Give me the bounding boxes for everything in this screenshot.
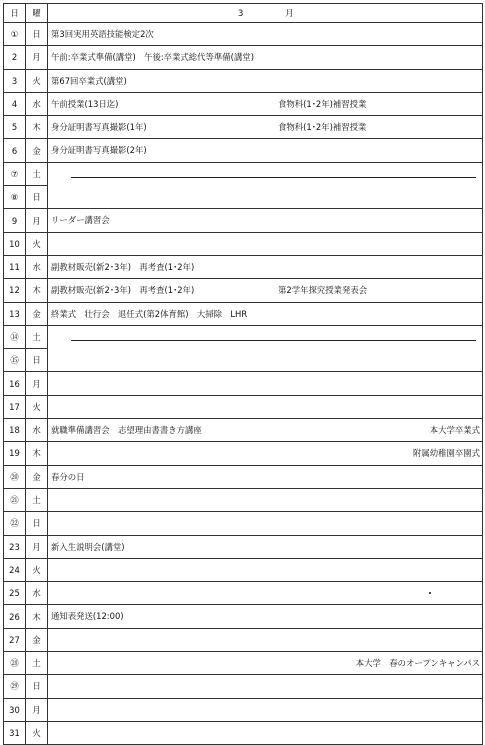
event-cell (48, 675, 483, 698)
event-text: 第3回実用英語技能検定2次 (51, 29, 154, 39)
day-number: 18 (4, 419, 26, 442)
calendar-row (4, 372, 483, 395)
day-number: 6 (4, 139, 26, 162)
day-number: 31 (4, 721, 26, 744)
weekday: 火 (26, 69, 48, 92)
weekday: 月 (26, 209, 48, 232)
calendar-row (4, 69, 483, 92)
calendar-row (4, 558, 483, 581)
event-text: 午前授業(13日迄) (51, 98, 119, 109)
weekday: 火 (26, 558, 48, 581)
day-number: 30 (4, 698, 26, 721)
weekday: 月 (26, 535, 48, 558)
event-text-secondary: 食物科(1･2年)補習授業 (278, 122, 367, 133)
calendar-row (4, 23, 483, 46)
weekday: 金 (26, 628, 48, 651)
calendar-row (4, 232, 483, 255)
event-cell (48, 209, 483, 232)
weekday: 土 (26, 652, 48, 675)
day-column-header: 日 (4, 4, 26, 23)
weekday: 日 (26, 349, 48, 372)
divider-line (71, 177, 476, 178)
calendar-row (4, 46, 483, 69)
event-text-right: 附属幼稚園卒園式 (413, 448, 480, 459)
day-number: ㉒ (4, 512, 26, 535)
event-cell (48, 302, 483, 325)
weekday: 木 (26, 116, 48, 139)
day-number: 13 (4, 302, 26, 325)
day-number: ⑧ (4, 186, 26, 209)
event-text-right: 本大学卒業式 (429, 425, 480, 436)
weekday: 月 (26, 46, 48, 69)
calendar-row (4, 395, 483, 418)
event-text: 新入生説明会(講堂) (51, 541, 125, 552)
calendar-body (4, 4, 483, 745)
weekday: 水 (26, 255, 48, 278)
day-number: ㉙ (4, 675, 26, 698)
calendar-row (4, 116, 483, 139)
calendar-row (4, 419, 483, 442)
day-number: ① (4, 23, 26, 46)
event-text: 終業式 壮行会 退任式(第2体育館) 大掃除 LHR (51, 308, 248, 319)
day-number: 19 (4, 442, 26, 465)
event-cell (48, 162, 483, 209)
event-cell (48, 442, 483, 465)
day-number: 25 (4, 582, 26, 605)
event-cell (48, 23, 483, 46)
calendar-row (4, 255, 483, 278)
event-cell (48, 395, 483, 418)
event-cell (48, 512, 483, 535)
calendar-row (4, 465, 483, 488)
day-number: 24 (4, 558, 26, 581)
event-cell (48, 69, 483, 92)
event-cell (48, 721, 483, 744)
calendar-row (4, 279, 483, 302)
calendar-row (4, 442, 483, 465)
event-cell (48, 465, 483, 488)
calendar-row (4, 302, 483, 325)
event-text: 身分証明書写真撮影(1年) (51, 122, 147, 133)
weekday: 金 (26, 302, 48, 325)
weekday: 木 (26, 605, 48, 628)
day-number: ⑦ (4, 162, 26, 185)
event-cell (48, 488, 483, 511)
day-number: ㉘ (4, 652, 26, 675)
day-number: 17 (4, 395, 26, 418)
calendar-row (4, 582, 483, 605)
weekday: 日 (26, 186, 48, 209)
event-cell (48, 232, 483, 255)
event-text: 春分の日 (51, 471, 85, 482)
day-number: 10 (4, 232, 26, 255)
event-cell (48, 325, 483, 372)
day-number: 9 (4, 209, 26, 232)
weekday: 火 (26, 721, 48, 744)
weekday: 水 (26, 92, 48, 115)
weekday: 木 (26, 279, 48, 302)
calendar-row (4, 652, 483, 675)
event-cell (48, 279, 483, 302)
event-text-secondary: 食物科(1･2年)補習授業 (278, 98, 367, 109)
event-cell (48, 46, 483, 69)
day-number: 4 (4, 92, 26, 115)
weekday: 水 (26, 419, 48, 442)
event-cell (48, 628, 483, 651)
event-text: 午前:卒業式準備(講堂) 午後:卒業式総代等準備(講堂) (51, 52, 254, 63)
weekday-column-header: 曜 (26, 4, 48, 23)
weekday: 金 (26, 139, 48, 162)
weekday: 土 (26, 162, 48, 185)
day-number: ⑭ (4, 325, 26, 348)
day-number: ㉑ (4, 488, 26, 511)
calendar-row (4, 698, 483, 721)
day-number: 5 (4, 116, 26, 139)
calendar-row (4, 535, 483, 558)
weekday: 土 (26, 325, 48, 348)
event-cell (48, 255, 483, 278)
day-number: 27 (4, 628, 26, 651)
header-row (4, 4, 483, 23)
calendar-row (4, 675, 483, 698)
event-cell (48, 652, 483, 675)
event-text: 副教材販売(新2･3年) 再考査(1･2年) (51, 261, 195, 272)
event-text-right: 本大学 春のオープンキャンパス (355, 658, 480, 669)
stray-dot (429, 592, 431, 594)
event-cell (48, 698, 483, 721)
event-text: 通知表発送(12:00) (51, 611, 124, 622)
day-number: 3 (4, 69, 26, 92)
event-cell (48, 535, 483, 558)
day-number: ⑮ (4, 349, 26, 372)
weekday: 火 (26, 395, 48, 418)
month-header (48, 4, 483, 23)
weekday: 火 (26, 232, 48, 255)
calendar-row (4, 139, 483, 162)
calendar-row (4, 628, 483, 651)
event-text: 第67回卒業式(講堂) (51, 75, 127, 86)
event-text: 身分証明書写真撮影(2年) (51, 145, 147, 156)
event-text: 就職準備講習会 志望理由書書き方講座 (51, 425, 202, 436)
event-cell (48, 139, 483, 162)
calendar-row (4, 605, 483, 628)
day-number: 23 (4, 535, 26, 558)
calendar-row (4, 209, 483, 232)
weekday: 月 (26, 372, 48, 395)
day-number: 26 (4, 605, 26, 628)
calendar-table (3, 3, 483, 745)
divider-line (71, 340, 476, 341)
weekday: 日 (26, 512, 48, 535)
day-number: 16 (4, 372, 26, 395)
month-title: 3 月 (238, 8, 294, 18)
event-cell (48, 605, 483, 628)
weekday: 土 (26, 488, 48, 511)
weekday: 水 (26, 582, 48, 605)
event-cell (48, 116, 483, 139)
day-number: 11 (4, 255, 26, 278)
calendar-row (4, 488, 483, 511)
calendar-row (4, 325, 483, 348)
event-text-secondary: 第2学年探究授業発表会 (278, 285, 368, 296)
weekday: 月 (26, 698, 48, 721)
calendar-row (4, 721, 483, 744)
weekday: 日 (26, 675, 48, 698)
weekday: 日 (26, 23, 48, 46)
event-cell (48, 372, 483, 395)
calendar-row (4, 162, 483, 185)
event-cell (48, 558, 483, 581)
weekday: 木 (26, 442, 48, 465)
event-cell (48, 419, 483, 442)
calendar-row (4, 92, 483, 115)
weekday: 金 (26, 465, 48, 488)
event-cell (48, 92, 483, 115)
event-text: 副教材販売(新2･3年) 再考査(1･2年) (51, 285, 195, 296)
calendar-row (4, 512, 483, 535)
day-number: 12 (4, 279, 26, 302)
event-text: リーダー講習会 (51, 215, 110, 226)
day-number: 2 (4, 46, 26, 69)
event-cell (48, 582, 483, 605)
day-number: ⑳ (4, 465, 26, 488)
